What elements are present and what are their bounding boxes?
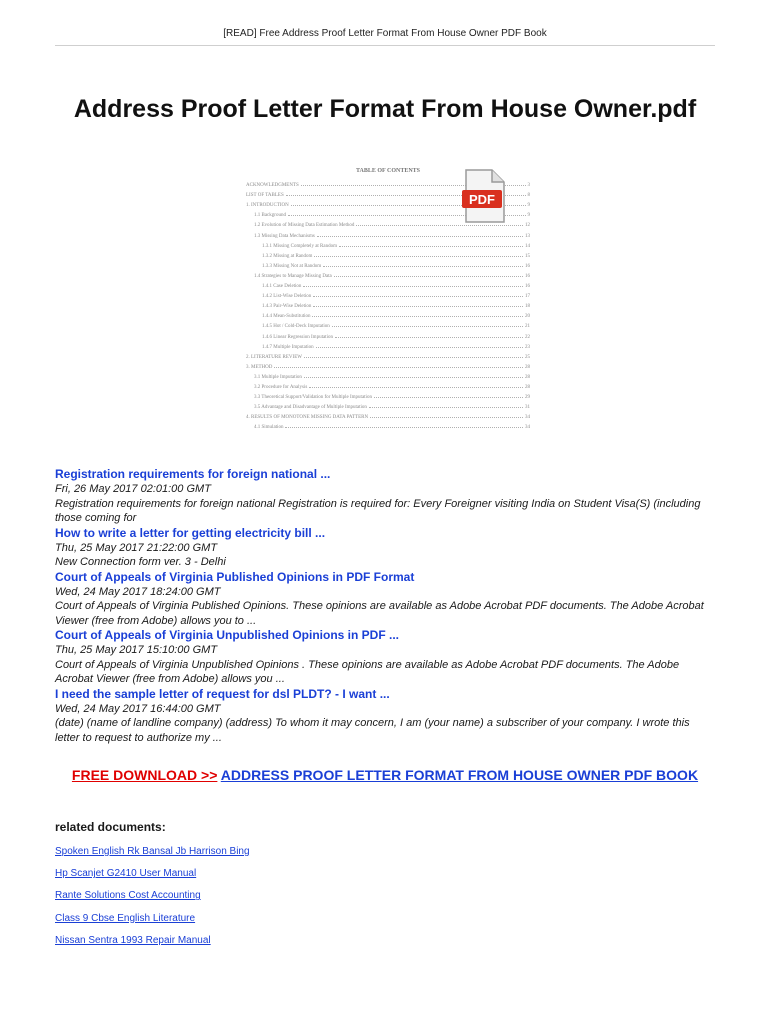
toc-row-leader: [369, 407, 523, 408]
toc-row-page: 21: [525, 324, 530, 330]
toc-row: [254, 401, 530, 410]
toc-row-page: 9: [527, 213, 530, 219]
toc-row: [262, 331, 530, 340]
related-link[interactable]: Hp Scanjet G2410 User Manual: [55, 868, 197, 880]
toc-row-label: 3.3 Theoretical Support/Validation for Multiple Imputation: [254, 395, 372, 401]
pdf-file-icon: [460, 168, 508, 224]
result-item: [55, 570, 715, 629]
document-thumbnail: [238, 160, 538, 442]
result-title-link[interactable]: How to write a letter for getting electricity bill ...: [55, 525, 326, 540]
toc-row-page: 17: [525, 294, 530, 300]
pdf-badge-label: PDF: [469, 192, 495, 207]
toc-row-leader: [313, 296, 523, 297]
toc-row-label: 1.4.5 Hot / Cold-Deck Imputation: [262, 324, 330, 330]
toc-row-label: 1.1 Background: [254, 213, 286, 219]
toc-row: [262, 290, 530, 299]
toc-row-leader: [370, 417, 523, 418]
toc-row-page: 16: [525, 284, 530, 289]
toc-row-page: 12: [525, 223, 530, 229]
toc-row-label: 1.4 Strategies to Manage Missing Data: [254, 273, 332, 279]
toc-row: [254, 391, 530, 400]
related-list: [55, 846, 250, 957]
toc-row-label: ACKNOWLEDGMENTS: [246, 183, 299, 188]
related-link[interactable]: Spoken English Rk Bansal Jb Harrison Bing: [55, 846, 250, 857]
toc-row-label: 3.5 Advantage and Disadvantage of Multiple Imputation: [254, 405, 367, 411]
toc-row-page: 20: [525, 314, 530, 320]
toc-row-page: 28: [525, 385, 530, 390]
toc-row-page: 28: [525, 364, 530, 370]
toc-row-page: 28: [525, 374, 530, 380]
toc-row: [254, 371, 530, 380]
book-download-link[interactable]: ADDRESS PROOF LETTER FORMAT FROM HOUSE OWNER PDF BOOK: [220, 767, 699, 783]
result-date: Fri, 26 May 2017 02:01:00 GMT: [55, 483, 211, 495]
result-title-link[interactable]: I need the sample letter of request for dsl PLDT? - I want ...: [55, 686, 390, 701]
toc-row-label: 1.4.1 Case Deletion: [262, 284, 302, 289]
result-description: Court of Appeals of Virginia Unpublished Opinions . These opinions are available as Adobe Acrobat PDF documents. The Adobe Acrobat Viewer (free from Adobe) allows you ...: [55, 658, 680, 685]
toc-row-page: 31: [525, 405, 530, 411]
result-date: Thu, 25 May 2017 15:10:00 GMT: [55, 644, 218, 656]
toc-row-label: 1.3.2 Missing at Random: [262, 253, 313, 259]
toc-row-label: 3.1 Multiple Imputation: [254, 374, 302, 380]
toc-row: [262, 300, 530, 309]
toc-row-leader: [285, 427, 523, 428]
toc-row-leader: [312, 316, 523, 317]
toc-row-label: 1.3.1 Missing Completely at Random: [262, 243, 337, 249]
toc-row-leader: [314, 256, 523, 257]
result-item: [55, 467, 715, 526]
toc-row-page: 18: [525, 304, 530, 310]
free-download-link[interactable]: FREE DOWNLOAD >>: [71, 767, 218, 783]
result-item: [55, 628, 715, 687]
toc-row-label: 1.4.3 Pair-Wise Deletion: [262, 304, 312, 310]
toc-row-leader: [304, 357, 523, 358]
toc-row-page: 16: [525, 263, 530, 269]
toc-row-leader: [309, 387, 523, 388]
toc-row: [254, 421, 530, 430]
toc-row-label: 1.4.2 List-Wise Deletion: [262, 294, 312, 300]
toc-row: [246, 411, 530, 420]
related-link[interactable]: Rante Solutions Cost Accounting: [55, 890, 201, 902]
toc-row-page: 23: [525, 344, 530, 350]
toc-row-label: 1.4.7 Multiple Imputation: [262, 344, 314, 350]
toc-row: [262, 320, 530, 329]
toc-row-label: 1.2 Evolution of Missing Data Estimation Method: [254, 223, 355, 229]
toc-row-label: 1.4.4 Mean-Substitution: [262, 314, 311, 320]
toc-row-page: 29: [525, 395, 530, 401]
toc-heading: TABLE OF CONTENTS: [355, 168, 420, 174]
toc-row-page: 13: [525, 233, 530, 239]
toc-row: [254, 270, 530, 279]
toc-row-leader: [332, 326, 523, 327]
result-description: (date) (name of landline company) (address) To whom it may concern, I am (your name) a subscriber of your company. I wrote this letter to request to authorize my ...: [55, 717, 690, 744]
toc-row-leader: [303, 286, 523, 287]
toc-row-page: 25: [525, 354, 530, 360]
toc-row-leader: [339, 246, 523, 247]
toc-row: [262, 250, 530, 259]
related-link[interactable]: Nissan Sentra 1993 Repair Manual: [55, 934, 211, 946]
toc-row-page: 9: [527, 203, 530, 209]
toc-row: [262, 280, 530, 289]
toc-row-leader: [304, 377, 523, 378]
toc-row-label: 1.4.6 Linear Regression Imputation: [262, 334, 333, 340]
toc-row-label: 4.1 Simulation: [254, 425, 284, 431]
toc-row-leader: [334, 276, 523, 277]
result-description: Registration requirements for foreign national Registration is required for: Every Foreigner visiting India on Student Visa(S) (including those coming for: [55, 497, 701, 524]
page-header: [READ] Free Address Proof Letter Format From House Owner PDF Book: [55, 28, 715, 46]
toc-row-page: 15: [525, 253, 530, 259]
result-description: Court of Appeals of Virginia Published Opinions. These opinions are available as Adobe Acrobat PDF documents. The Adobe Acrobat Viewer (free from Adobe) allows you to ...: [55, 600, 704, 627]
toc-row-label: 1. INTRODUCTION: [246, 203, 289, 209]
result-date: Thu, 25 May 2017 21:22:00 GMT: [55, 541, 218, 554]
toc-row: [246, 351, 530, 360]
toc-row-leader: [356, 225, 523, 226]
toc-row-label: 3. METHOD: [246, 364, 273, 370]
toc-row: [262, 310, 530, 319]
toc-row: [246, 361, 530, 370]
toc-row-page: 16: [525, 273, 530, 279]
toc-row: [262, 260, 530, 269]
result-title-link[interactable]: Court of Appeals of Virginia Published Opinions in PDF Format: [55, 569, 415, 584]
result-title-link[interactable]: Registration requirements for foreign national ...: [55, 467, 331, 481]
toc-row-leader: [323, 266, 523, 267]
toc-row-label: 1.3.3 Missing Not at Random: [262, 263, 322, 269]
download-link-block: [55, 765, 715, 785]
result-title-link[interactable]: Court of Appeals of Virginia Unpublished Opinions in PDF ...: [55, 628, 400, 642]
result-description: New Connection form ver. 3 - Delhi: [55, 556, 226, 568]
toc-row-label: 1.3 Missing Data Mechanisms: [254, 233, 315, 239]
toc-row-page: 34: [525, 425, 530, 431]
toc-row-page: 34: [525, 415, 530, 421]
search-results: [55, 467, 715, 745]
result-date: Wed, 24 May 2017 16:44:00 GMT: [55, 702, 221, 715]
toc-row: [254, 381, 530, 390]
toc-row-page: 8: [527, 193, 530, 199]
toc-row: [262, 341, 530, 350]
page-title: Address Proof Letter Format From House Owner.pdf: [73, 95, 697, 123]
toc-row: [254, 230, 530, 239]
toc-row-label: LIST OF TABLES: [246, 193, 284, 199]
toc-row-leader: [313, 306, 523, 307]
toc-row-leader: [374, 397, 523, 398]
related-heading: related documents:: [55, 820, 166, 834]
toc-row-leader: [335, 337, 523, 338]
toc-row-page: 3: [527, 183, 530, 188]
result-item: [55, 687, 715, 746]
toc-row-label: 3.2 Procedure for Analysis: [254, 385, 308, 390]
toc-row: [262, 240, 530, 249]
toc-row-page: 22: [525, 334, 530, 340]
toc-row-label: 4. RESULTS OF MONOTONE MISSING DATA PATTERN: [246, 415, 369, 421]
result-date: Wed, 24 May 2017 18:24:00 GMT: [55, 585, 221, 598]
toc-row-leader: [316, 347, 523, 348]
toc-row-leader: [317, 236, 523, 237]
related-link[interactable]: Class 9 Cbse English Literature: [55, 912, 196, 924]
toc-row-leader: [274, 367, 523, 368]
result-item: [55, 526, 715, 570]
toc-row-page: 14: [525, 243, 530, 249]
toc-row-label: 2. LITERATURE REVIEW: [246, 354, 302, 360]
